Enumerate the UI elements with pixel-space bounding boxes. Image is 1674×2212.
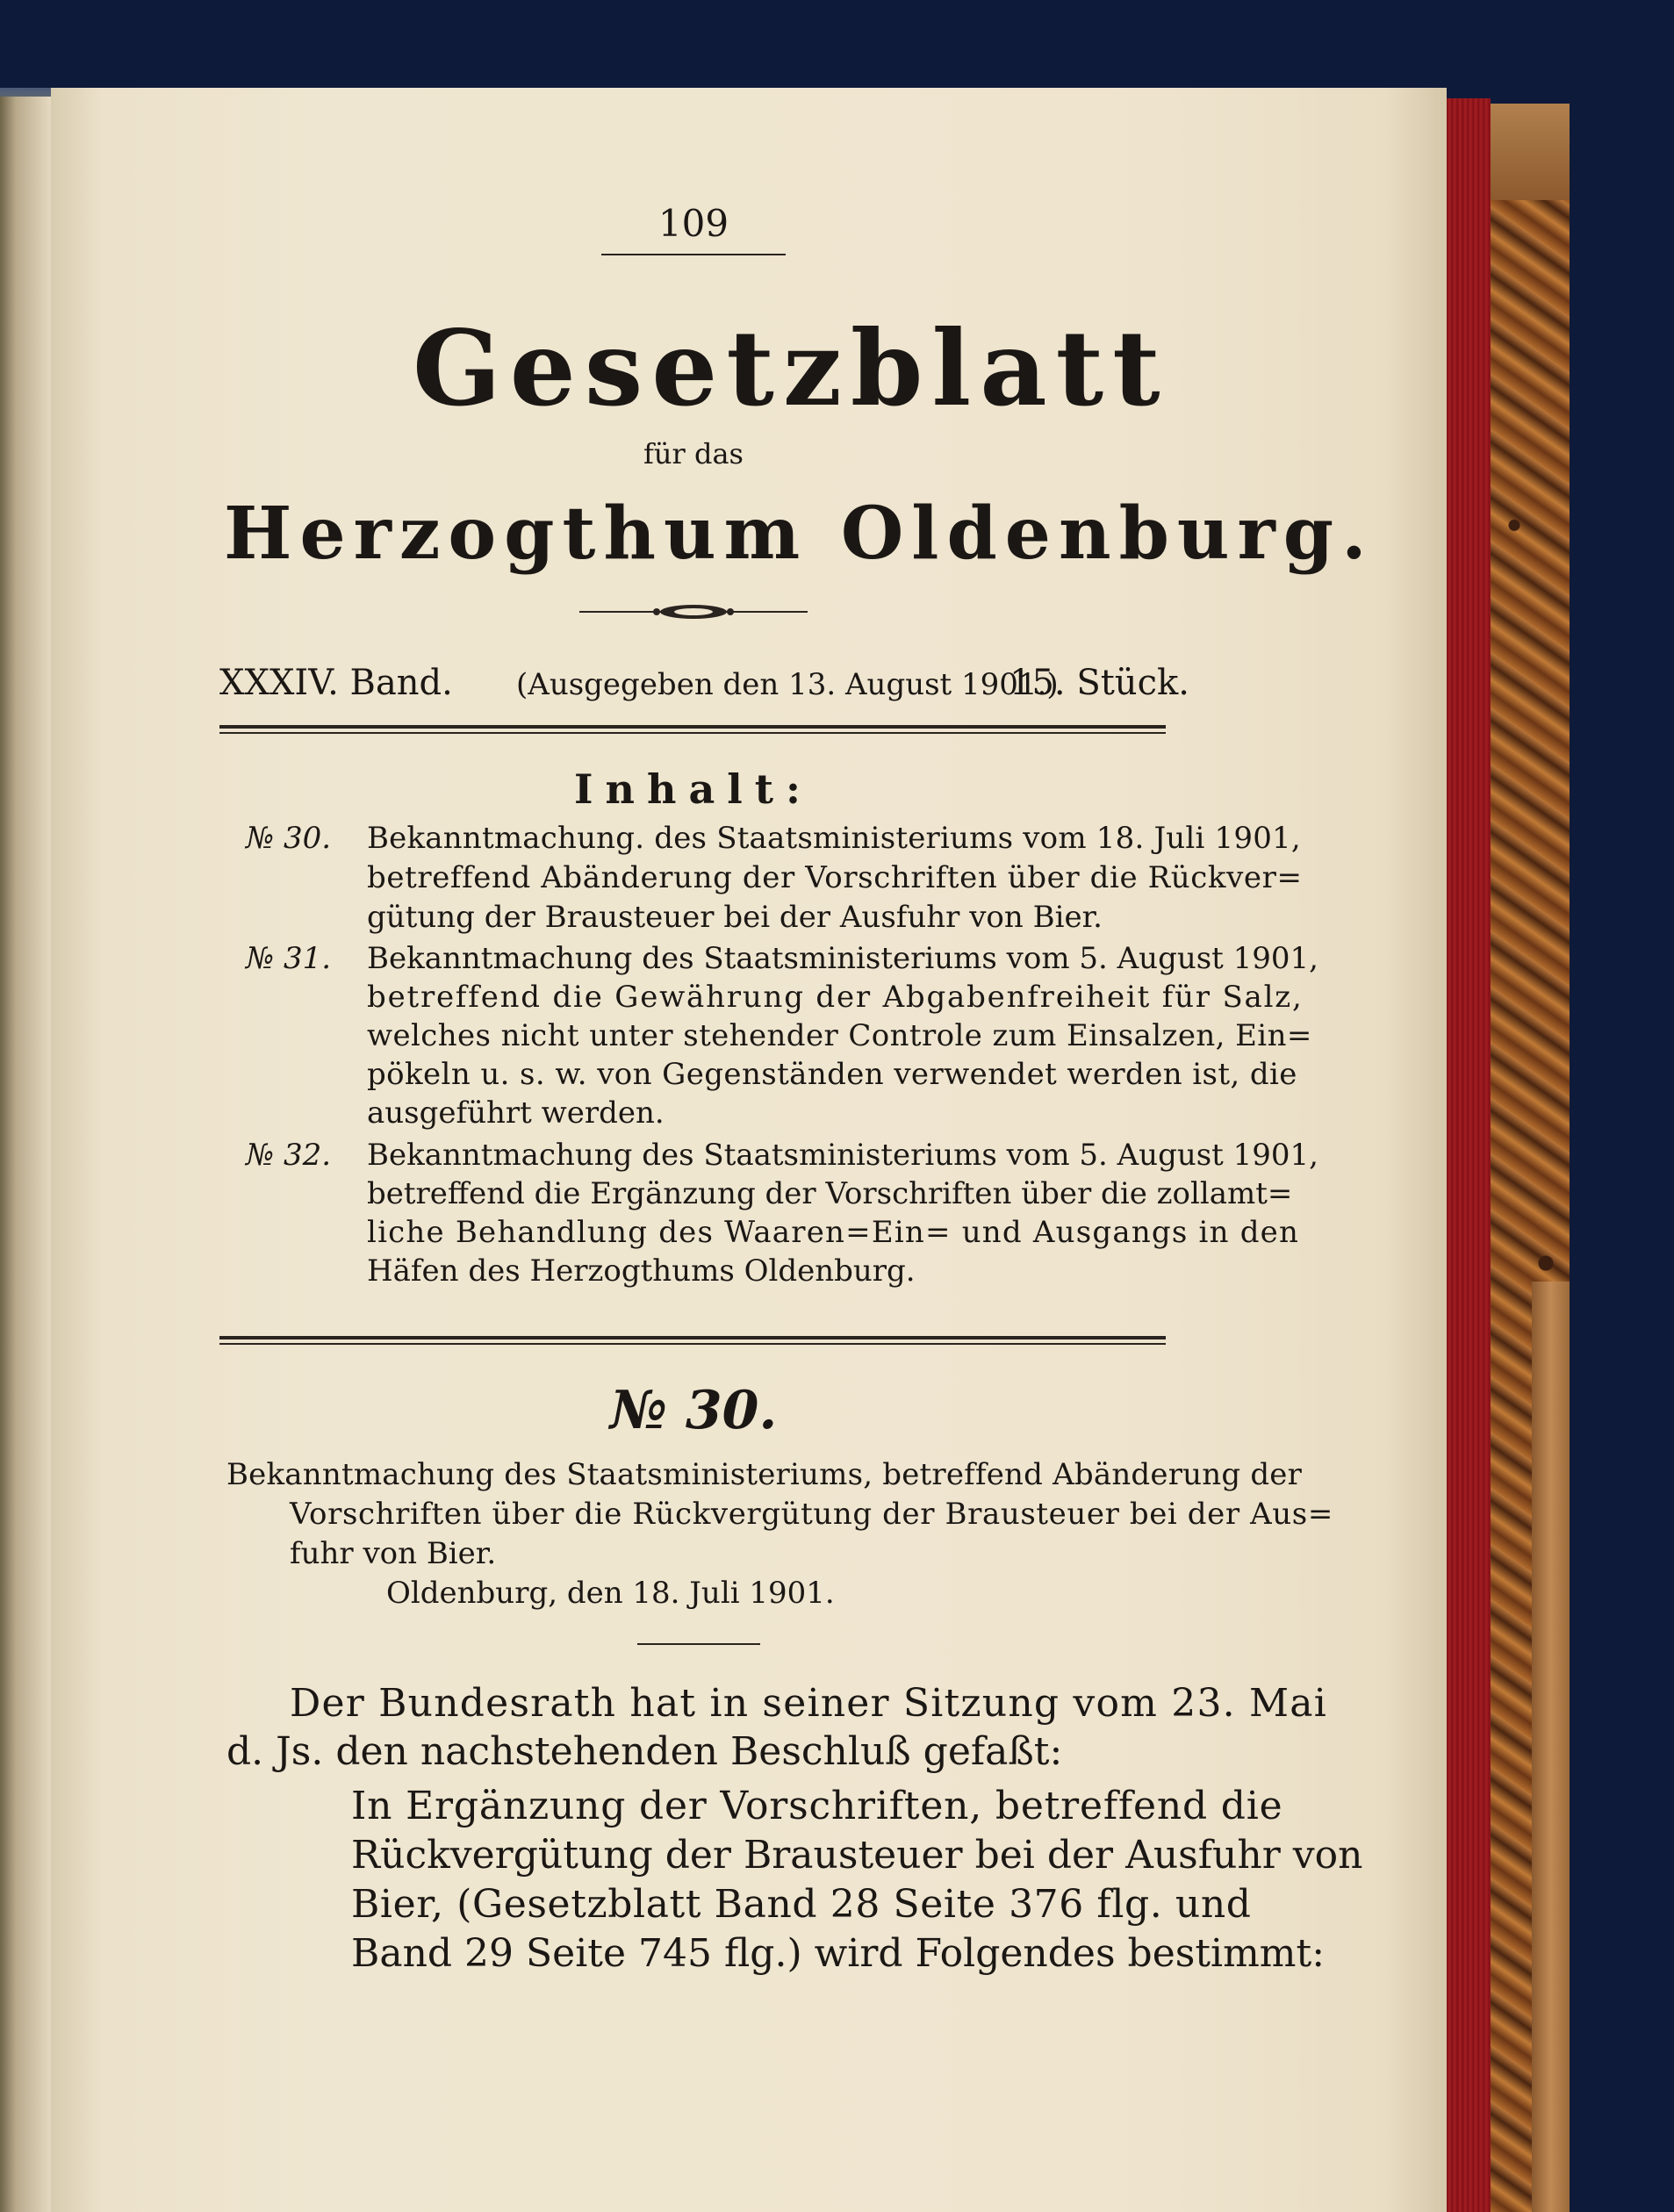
- section-number: № 30.: [609, 1380, 778, 1441]
- contents-entry-number: № 32.: [246, 1138, 332, 1173]
- page-block-red-edge: [1447, 98, 1491, 2212]
- contents-entry-line: welches nicht unter stehender Controle zum Einsalzen, Ein=: [367, 1018, 1312, 1053]
- contents-entry-number: № 31.: [246, 941, 332, 976]
- state-name: Herzogthum Oldenburg.: [224, 492, 1375, 576]
- cover-leather-corner-top: [1491, 104, 1570, 200]
- contents-entry-line: betreffend die Ergänzung der Vorschriften über die zollamt=: [367, 1176, 1293, 1211]
- part-number: 15. Stück.: [1009, 663, 1189, 703]
- body-line: Der Bundesrath hat in seiner Sitzung vom 23. Mai: [290, 1681, 1328, 1726]
- subtitle-small: für das: [643, 437, 744, 470]
- section-title-line: Vorschriften über die Rückvergütung der Brausteuer bei der Aus=: [290, 1497, 1333, 1532]
- contents-entry-line: Häfen des Herzogthums Oldenburg.: [367, 1253, 916, 1289]
- section-title-line: fuhr von Bier.: [290, 1536, 497, 1571]
- contents-entry-line: ausgeführt werden.: [367, 1095, 665, 1131]
- contents-entry-line: betreffend die Gewährung der Abgabenfreiheit für Salz,: [367, 980, 1304, 1015]
- place-date: Oldenburg, den 18. Juli 1901.: [386, 1576, 835, 1611]
- contents-entry-line: liche Behandlung des Waaren=Ein= und Ausgangs in den: [367, 1215, 1300, 1250]
- contents-entry-line: Bekanntmachung. des Staatsministeriums vom 18. Juli 1901,: [367, 821, 1301, 856]
- body-line: In Ergänzung der Vorschriften, betreffend die: [351, 1784, 1283, 1828]
- body-line: d. Js. den nachstehenden Beschluß gefaßt:: [226, 1729, 1063, 1774]
- section-title-line: Bekanntmachung des Staatsministeriums, betreffend Abänderung der: [226, 1457, 1303, 1492]
- issue-date: (Ausgegeben den 13. August 1901.): [516, 667, 1059, 702]
- cover-leather-corner-bottom: [1532, 1282, 1570, 2212]
- contents-entry-line: gütung der Brausteuer bei der Ausfuhr von Bier.: [367, 900, 1103, 935]
- body-line: Rückvergütung der Brausteuer bei der Ausfuhr von: [351, 1833, 1363, 1878]
- body-line: Band 29 Seite 745 flg.) wird Folgendes bestimmt:: [351, 1931, 1326, 1976]
- contents-entry-line: pökeln u. s. w. von Gegenständen verwendet werden ist, die: [367, 1057, 1297, 1092]
- page-title: Gesetzblatt: [413, 307, 1169, 429]
- ornament-divider: [579, 599, 808, 625]
- contents-double-rule-top: [219, 1336, 1166, 1339]
- header-double-rule-top: [219, 725, 1166, 729]
- section-short-rule: [637, 1643, 760, 1645]
- page-number: 109: [657, 202, 729, 245]
- contents-entry-line: Bekanntmachung des Staatsministeriums vom 5. August 1901,: [367, 941, 1318, 976]
- contents-entry-line: Bekanntmachung des Staatsministeriums vom 5. August 1901,: [367, 1138, 1318, 1173]
- contents-double-rule-bottom: [219, 1343, 1166, 1345]
- header-double-rule-bottom: [219, 732, 1166, 734]
- contents-heading: Inhalt:: [574, 765, 813, 813]
- volume-label: XXXIV. Band.: [219, 663, 453, 703]
- left-page-edge: [0, 97, 53, 2212]
- contents-entry-line: betreffend Abänderung der Vorschriften über die Rückver=: [367, 860, 1303, 895]
- page-number-rule: [601, 254, 786, 255]
- body-line: Bier, (Gesetzblatt Band 28 Seite 376 flg. und: [351, 1882, 1252, 1927]
- contents-entry-number: № 30.: [246, 821, 332, 856]
